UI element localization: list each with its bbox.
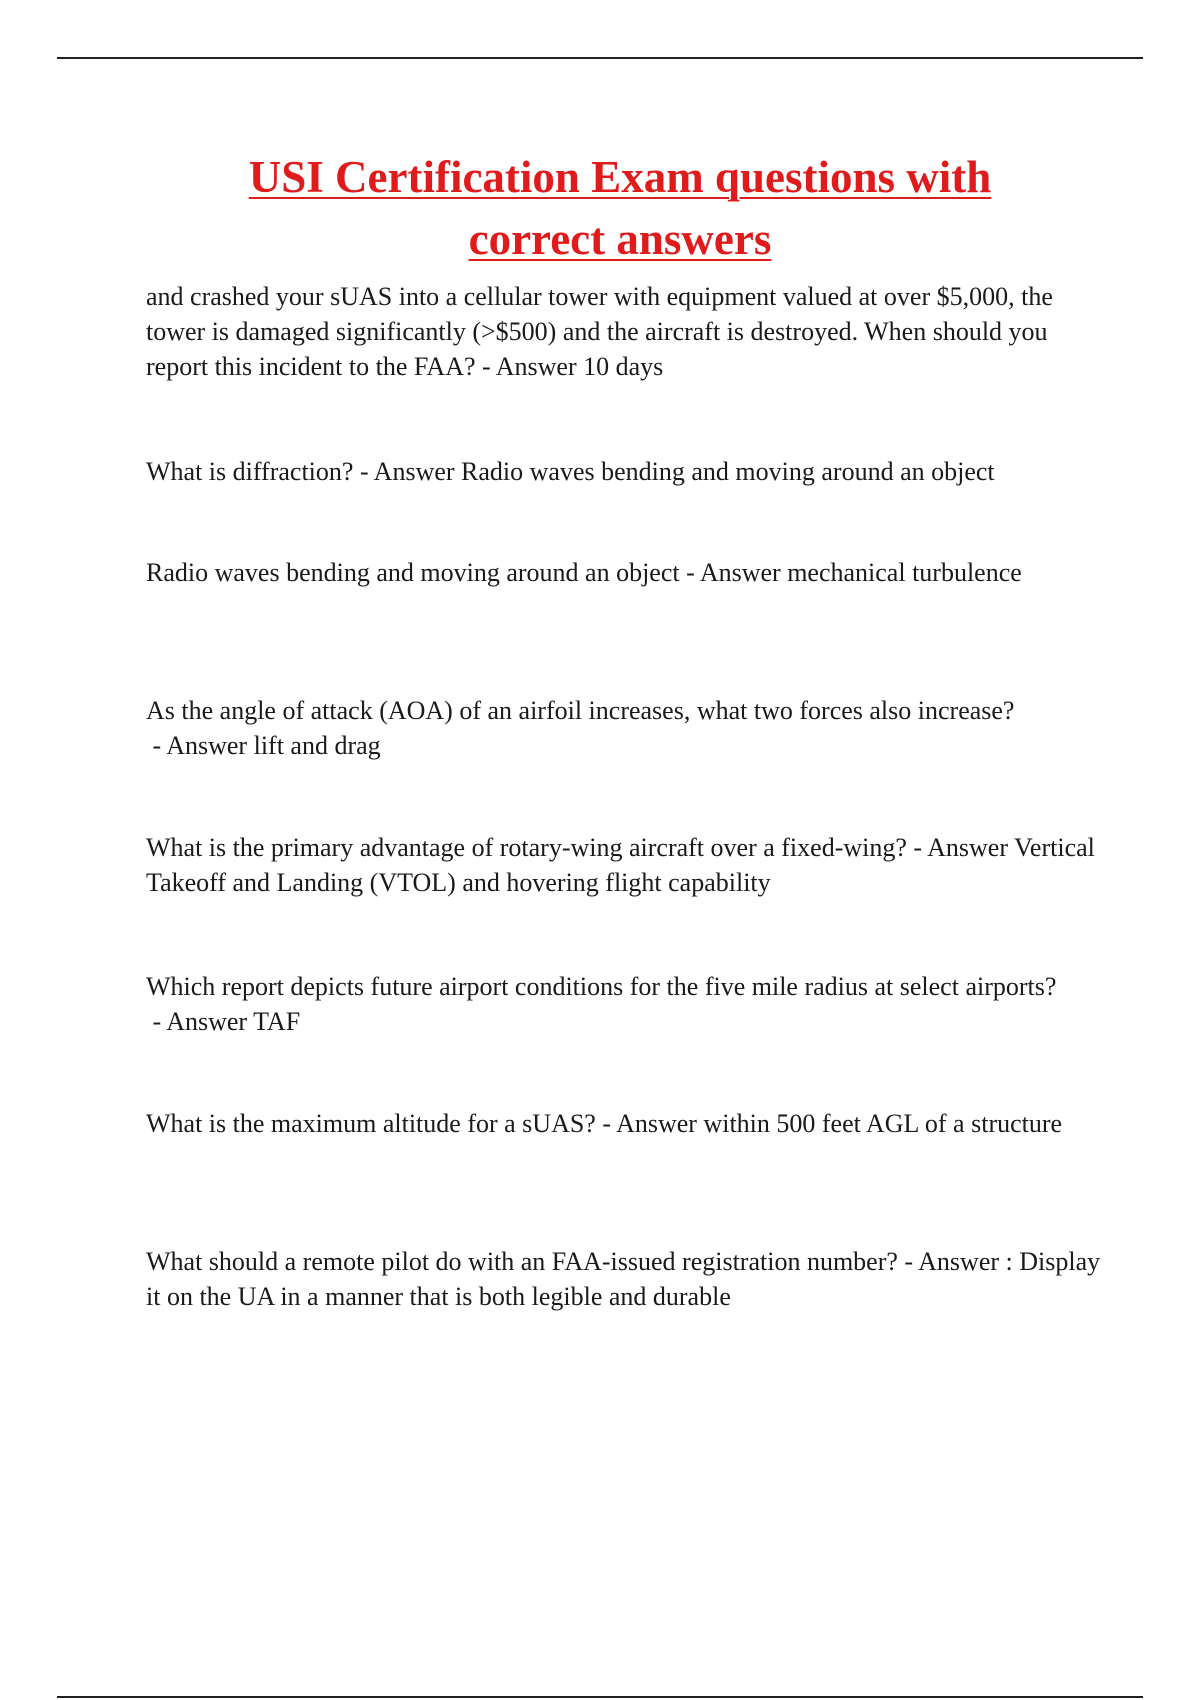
document-title [140,146,1100,270]
question-text: Which report depicts future airport conditions for the five mile radius at select airports? [146,972,1057,1001]
question-text: What is the primary advantage of rotary-wing aircraft over a fixed-wing? [146,833,907,862]
answer-separator: - Answer [906,833,1015,862]
question-text: What should a remote pilot do with an FAA-issued registration number? [146,1247,898,1276]
qa-item-8 [146,1244,1106,1314]
answer-text: TAF [253,1007,301,1036]
answer-text: : Display it on the UA in a manner that is both legible and durable [146,1247,1101,1311]
answer-separator: - Answer [146,731,254,760]
answer-text: lift and drag [253,731,381,760]
answer-separator: - Answer [595,1109,704,1138]
bottom-rule [57,1696,1143,1698]
qa-item-4 [146,693,1106,763]
qa-item-3 [146,555,1106,590]
answer-separator: - Answer [679,558,788,587]
qa-item-1 [146,279,1106,384]
answer-text: Radio waves bending and moving around an object [461,457,995,486]
top-rule [57,57,1143,59]
answer-text: 10 days [583,352,664,381]
question-text: What is diffraction? [146,457,354,486]
qa-item-2 [146,454,1106,489]
answer-separator: - Answer [353,457,462,486]
question-text: Radio waves bending and moving around an object [146,558,680,587]
answer-text: Vertical Takeoff and Landing (VTOL) and hovering flight capability [146,833,1095,897]
answer-text: within 500 feet AGL of a structure [703,1109,1063,1138]
title-line-2: correct answers [468,214,772,264]
answer-separator: - Answer [146,1007,254,1036]
question-text: and crashed your sUAS into a cellular tower with equipment valued at over $5,000, the tower is damaged significantly (>$500) and the aircraft is destroyed. When should you report this incident to the FAA? [146,282,1053,381]
qa-item-5 [146,830,1106,900]
question-text: As the angle of attack (AOA) of an airfoil increases, what two forces also increase? [146,696,1015,725]
qa-item-6 [146,969,1106,1039]
answer-separator: - Answer [475,352,584,381]
answer-separator: - Answer [897,1247,1006,1276]
answer-text: mechanical turbulence [787,558,1022,587]
title-line-1: USI Certification Exam questions with [248,152,992,202]
question-text: What is the maximum altitude for a sUAS? [146,1109,596,1138]
qa-item-7 [146,1106,1106,1141]
